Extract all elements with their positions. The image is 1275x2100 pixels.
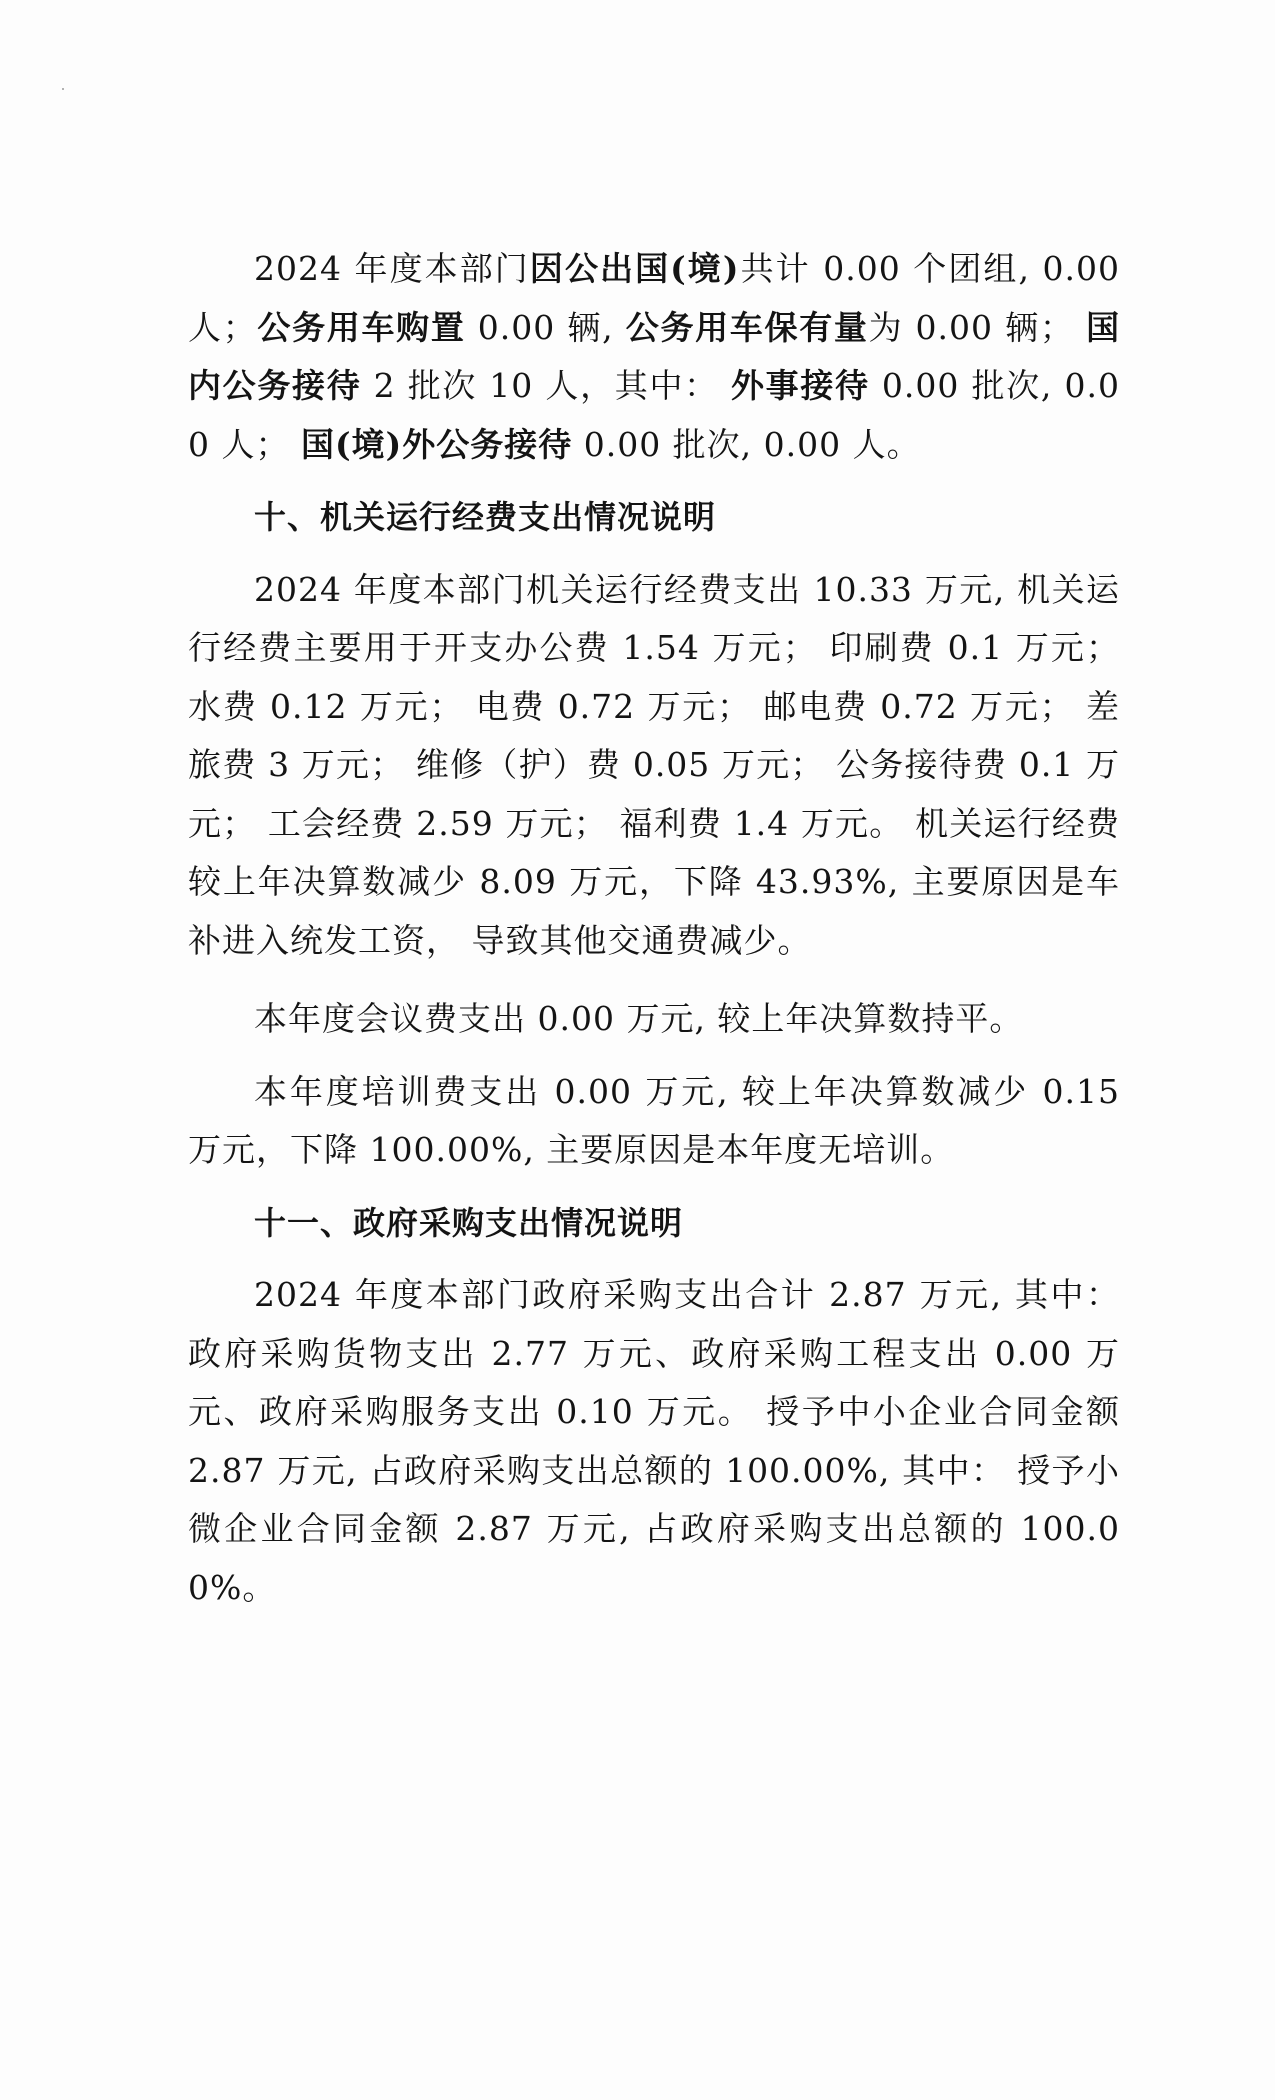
spacer bbox=[188, 474, 1120, 488]
text-segment: 为 0.00 辆； bbox=[868, 307, 1087, 347]
procurement-paragraph: 2024 年度本部门政府采购支出合计 2.87 万元, 其中： 政府采购货物支出 2.77 万元、政府采购工程支出 0.00 万元、政府采购服务支出 0.10 万元。 授予中小企业合同金额 2.87 万元, 占政府采购支出总额的 100.00%, 其中： 授予小微企业合同金额 2.87 万元, 占政府采购支出总额的 100.00%。 bbox=[188, 1275, 1120, 1607]
text-segment: 2 批次 10 人，其中： bbox=[361, 366, 731, 405]
spacer bbox=[188, 970, 1120, 990]
spacer bbox=[188, 1180, 1120, 1194]
text-segment: 0.00 批次, 0.00 人； bbox=[188, 366, 1121, 464]
spacer bbox=[188, 1049, 1120, 1063]
training-costs-paragraph: 本年度培训费支出 0.00 万元, 较上年决算数减少 0.15 万元，下降 100.00%, 主要原因是本年度无培训。 bbox=[188, 1071, 1120, 1169]
bold-term-overseas: 因公出国(境) bbox=[529, 249, 740, 288]
scan-dot bbox=[62, 88, 64, 90]
text-segment: 0.00 辆, bbox=[465, 307, 626, 347]
meeting-costs-paragraph: 本年度会议费支出 0.00 万元, 较上年决算数持平。 bbox=[254, 999, 1024, 1038]
text-segment: 2024 年度本部门 bbox=[254, 249, 530, 288]
operating-costs-paragraph: 2024 年度本部门机关运行经费支出 10.33 万元, 机关运行经费主要用于开支办公费 1.54 万元； 印刷费 0.1 万元； 水费 0.12 万元； 电费 0.72 万元； 邮电费 0.72 万元； 差旅费 3 万元； 维修（护）费 0.05 万元； 公务接待费 0.1 万元； 工会经费 2.59 万元； 福利费 1.4 万元。 机关运行经费较上年决算数减少 8.09 万元，下降 43.93%, 主要原因是车补进入统发工资， 导致其他交通费减少。 bbox=[188, 569, 1120, 960]
text-segment: 共计 0.00 个团组, 0.00 人； bbox=[188, 249, 1120, 347]
bold-term-vehicle-holding: 公务用车保有量 bbox=[625, 307, 869, 347]
bold-term-domestic-reception: 国内公务接待 bbox=[188, 307, 1121, 405]
spacer bbox=[188, 547, 1120, 561]
section-heading-operating-costs: 十、机关运行经费支出情况说明 bbox=[254, 498, 717, 536]
bold-term-overseas-reception: 国(境)外公务接待 bbox=[300, 424, 573, 464]
bold-term-vehicle-purchase: 公务用车购置 bbox=[256, 307, 466, 347]
travel-reception-paragraph bbox=[188, 240, 1120, 474]
section-heading-procurement: 十一、政府采购支出情况说明 bbox=[254, 1203, 684, 1242]
document-body bbox=[188, 240, 1120, 1617]
spacer bbox=[188, 1252, 1120, 1266]
text-segment: 0.00 批次, 0.00 人。 bbox=[572, 424, 921, 464]
bold-term-foreign-affairs: 外事接待 bbox=[730, 366, 870, 405]
